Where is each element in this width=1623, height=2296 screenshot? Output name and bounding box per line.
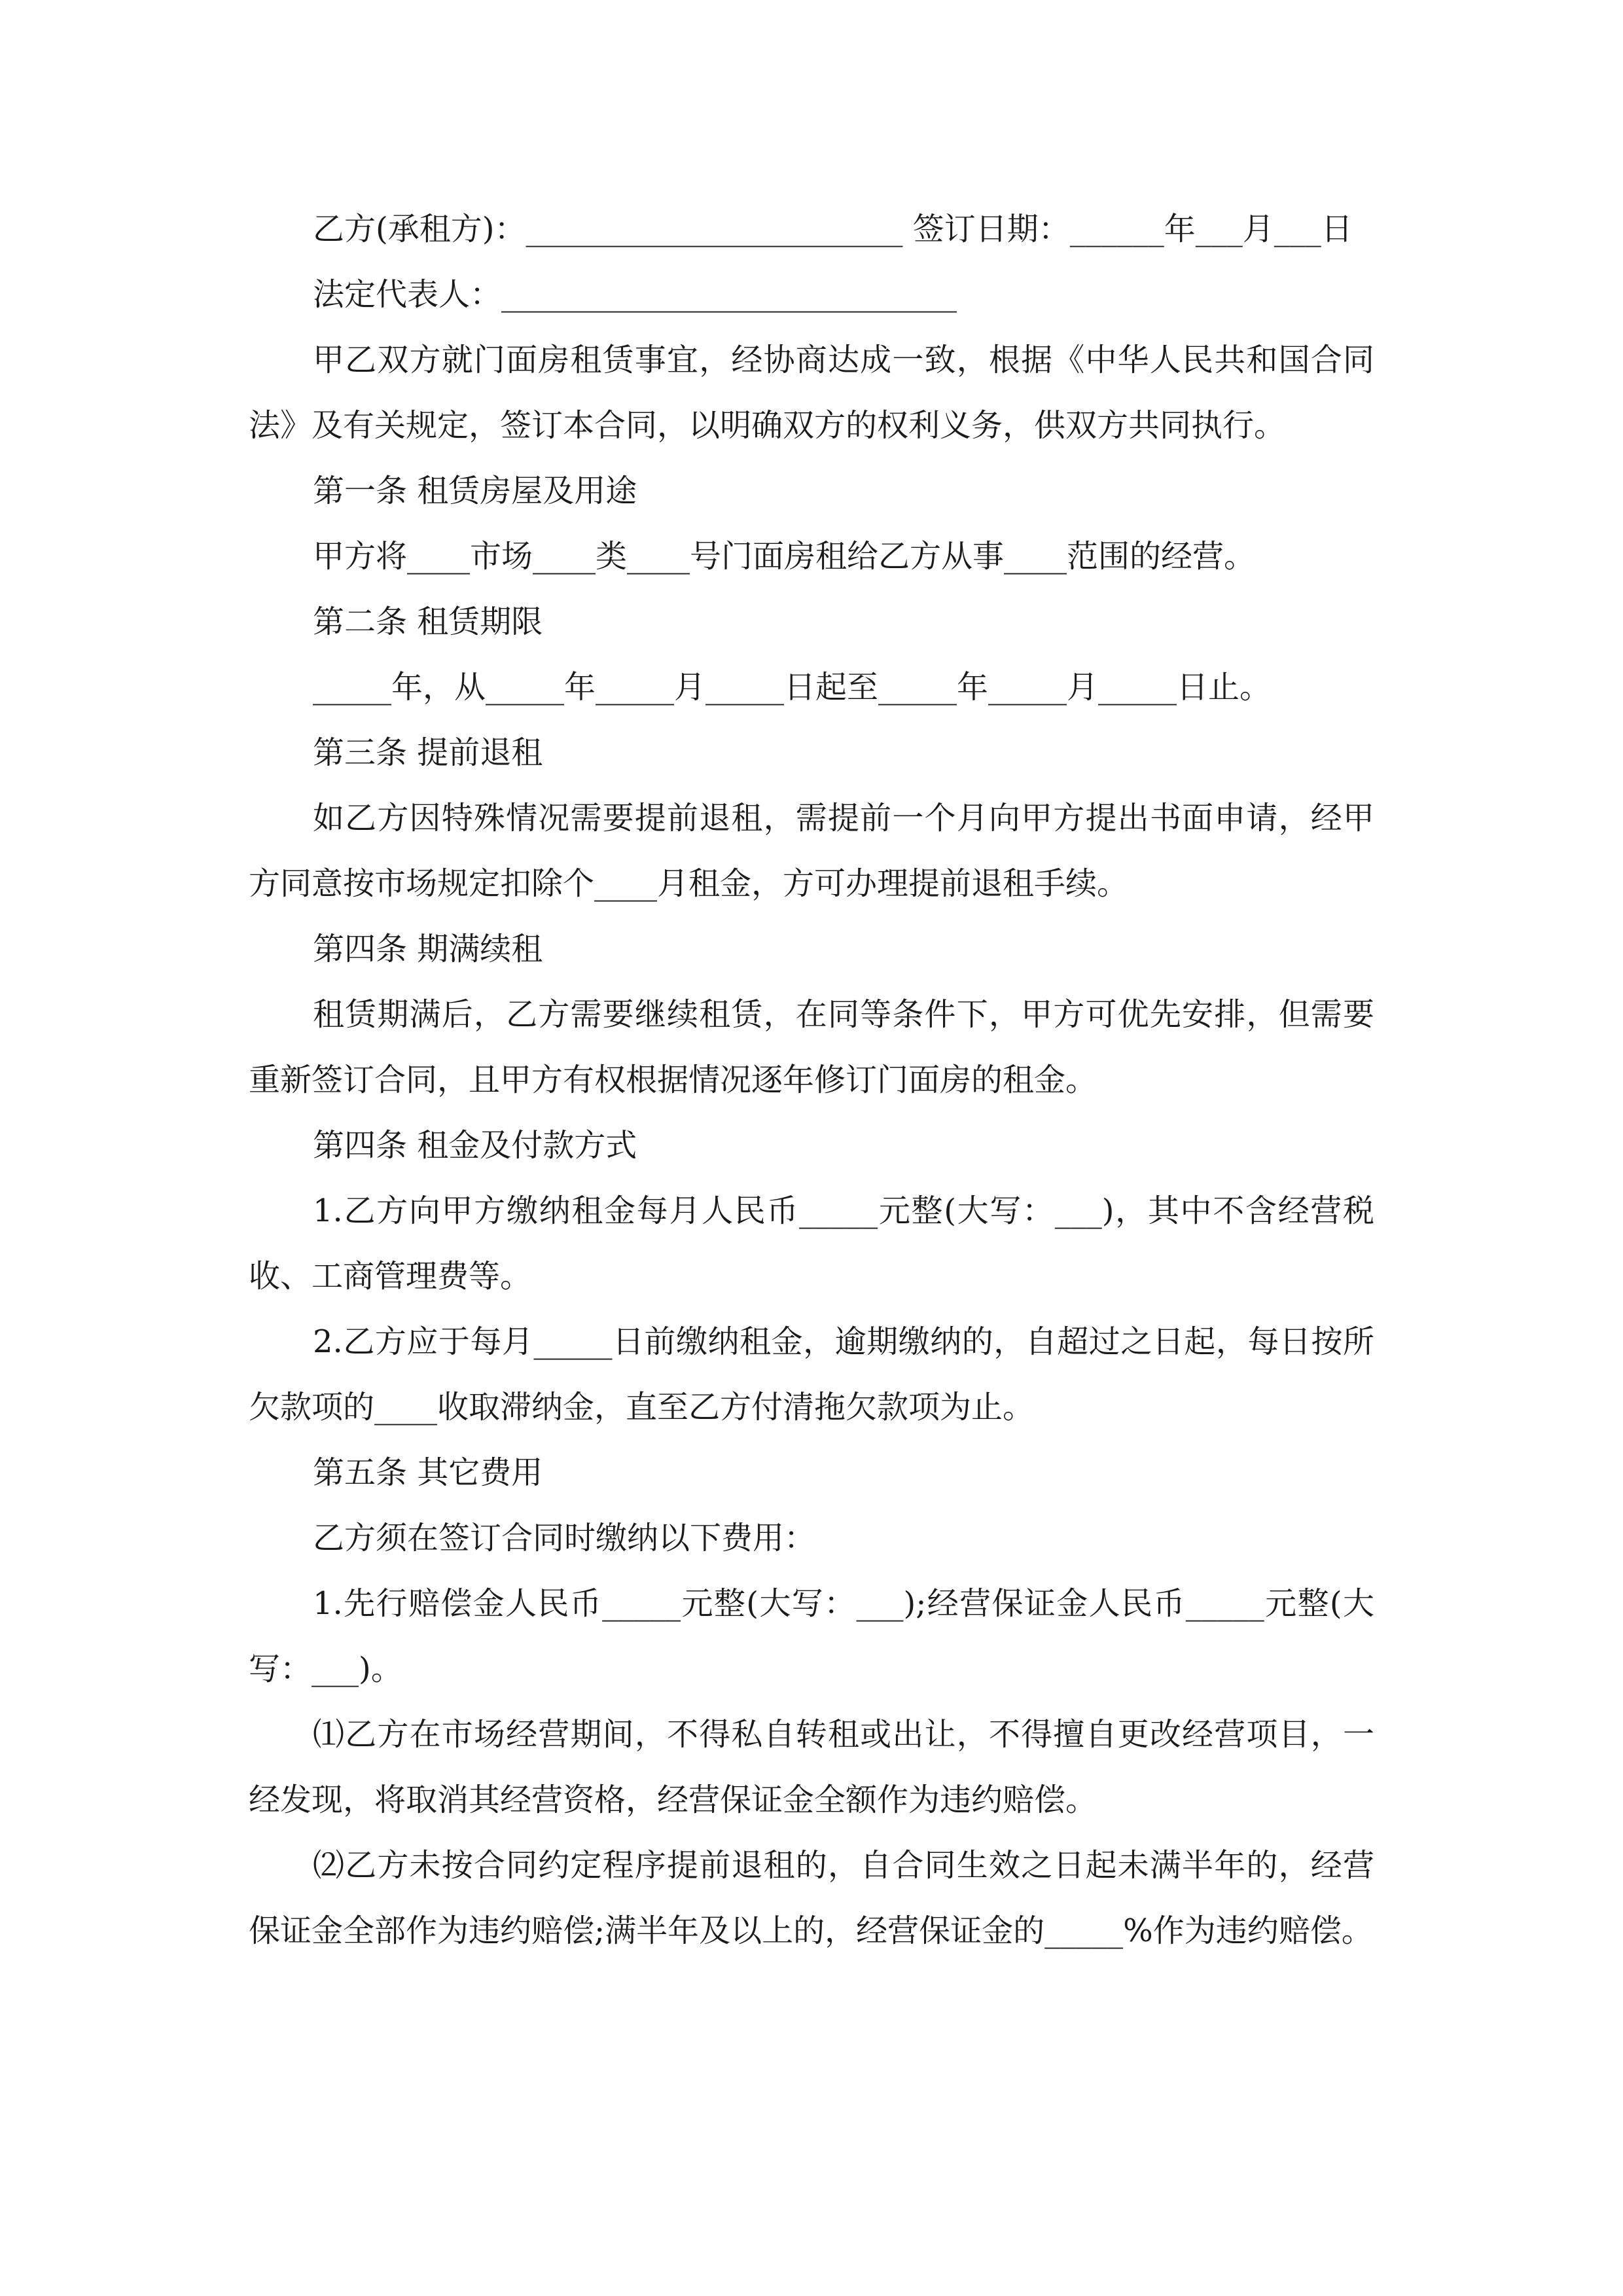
preamble-paragraph: 甲乙双方就门面房租赁事宜，经协商达成一致，根据《中华人民共和国合同法》及有关规定，签订本合同，以明确双方的权利义务，供双方共同执行。	[249, 342, 1374, 444]
article-5-subitem-1: ⑴乙方在市场经营期间，不得私自转租或出让，不得擅自更改经营项目，一经发现，将取消其经营资格，经营保证金全额作为违约赔偿。	[249, 1716, 1374, 1818]
article-1-title: 第一条 租赁房屋及用途	[313, 473, 637, 509]
article-5-intro: 乙方须在签订合同时缴纳以下费用：	[313, 1520, 816, 1556]
article-4-renewal-title: 第四条 期满续租	[313, 931, 543, 967]
article-5-subitem-2: ⑵乙方未按合同约定程序提前退租的，自合同生效之日起未满半年的，经营保证金全部作为违约赔偿;满半年及以上的，经营保证金的_____%作为违约赔偿。	[249, 1847, 1374, 1949]
article-5-item-1: 1.先行赔偿金人民币_____元整(大写：___);经营保证金人民币_____元整(大写：___)。	[249, 1585, 1374, 1687]
article-4-rent-item-1: 1.乙方向甲方缴纳租金每月人民币_____元整(大写：___)，其中不含经营税收、工商管理费等。	[249, 1193, 1374, 1295]
article-4-rent-title: 第四条 租金及付款方式	[313, 1127, 637, 1164]
article-1-body: 甲方将____市场____类____号门面房租给乙方从事____范围的经营。	[313, 538, 1256, 575]
article-2-body: _____年，从_____年_____月_____日起至_____年_____月_____日止。	[313, 669, 1272, 706]
legal-representative-line: 法定代表人：_____________________________	[313, 276, 957, 313]
article-5-title: 第五条 其它费用	[313, 1454, 543, 1491]
article-4-renewal-body: 租赁期满后，乙方需要继续租赁，在同等条件下，甲方可优先安排，但需要重新签订合同，且甲方有权根据情况逐年修订门面房的租金。	[249, 996, 1374, 1098]
article-3-title: 第三条 提前退租	[313, 734, 543, 771]
document-body	[249, 196, 1374, 1964]
article-2-title: 第二条 租赁期限	[313, 603, 543, 640]
article-3-body: 如乙方因特殊情况需要提前退租，需提前一个月向甲方提出书面申请，经甲方同意按市场规定扣除个____月租金，方可办理提前退租手续。	[249, 800, 1374, 902]
party-b-line: 乙方(承租方)：________________________ 签订日期：______年___月___日	[313, 211, 1353, 247]
article-4-rent-item-2: 2.乙方应于每月_____日前缴纳租金，逾期缴纳的，自超过之日起，每日按所欠款项的____收取滞纳金，直至乙方付清拖欠款项为止。	[249, 1323, 1374, 1426]
